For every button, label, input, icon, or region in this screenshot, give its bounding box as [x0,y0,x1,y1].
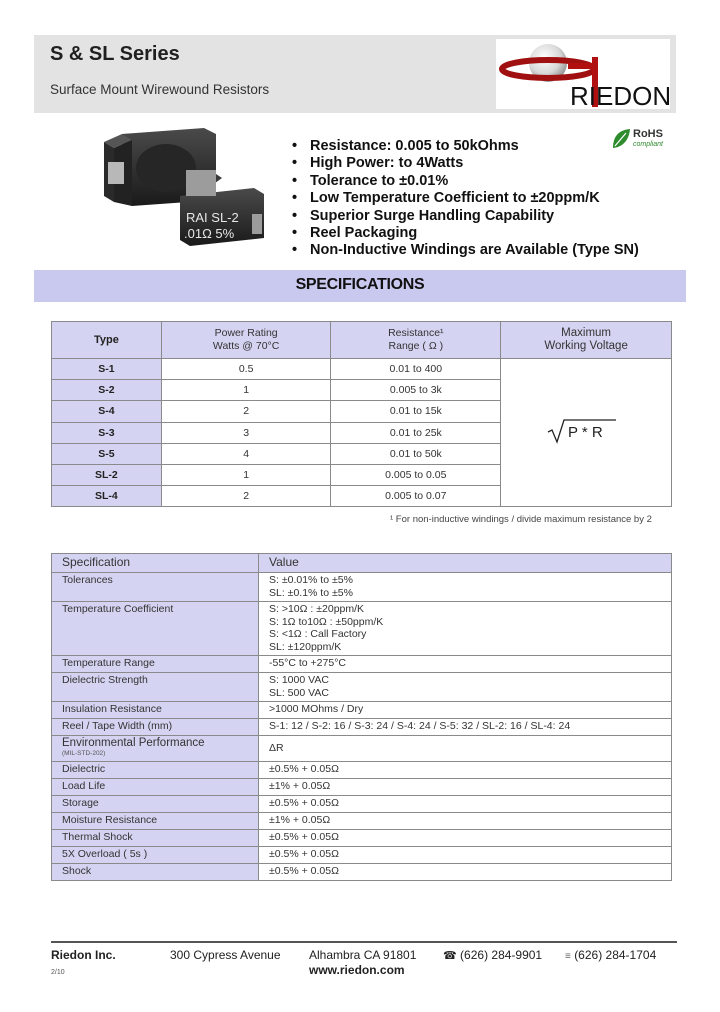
header-specification: Specification [52,554,259,573]
table-row: Temperature Range -55°C to +275°C [52,656,672,673]
feature-item: • Resistance: 0.005 to 50kOhms [292,138,639,155]
riedon-logo [496,39,670,109]
header-banner [34,35,676,113]
footer-company: Riedon Inc. [51,948,116,962]
page-title: S & SL Series [50,43,180,65]
voltage-formula: P * R [568,424,603,442]
table-row: 5X Overload ( 5s ) ±0.5% + 0.05Ω [52,847,672,864]
table-row: Temperature Coefficient S: >10Ω : ±20ppm/K S: 1Ω to10Ω : ±50ppm/K S: <1Ω : Call Factory SL: ±120ppm/K [52,602,672,656]
footer-website-link[interactable]: www.riedon.com [309,963,405,977]
footnote: ¹ For non-inductive windings / divide maximum resistance by 2 [390,514,652,525]
table-row: Tolerances S: ±0.01% to ±5% SL: ±0.1% to ±5% [52,573,672,602]
square-root-icon [546,418,626,444]
table-row: Dielectric ±0.5% + 0.05Ω [52,762,672,779]
specification-table [51,553,672,881]
type-rating-table [51,321,672,507]
rohs-label: RoHS [633,128,663,140]
header-power: Power Rating Watts @ 70°C [161,322,331,359]
table-row: S-3 3 0.01 to 25k [52,422,672,443]
voltage-formula-cell [501,359,672,507]
section-title: SPECIFICATIONS [295,276,425,293]
table-row: S-1 0.5 0.01 to 400 P * R [52,359,672,380]
footer-phone: ☎ (626) 284-9901 [443,948,543,962]
feature-item: • Superior Surge Handling Capability [292,208,639,225]
header-voltage: Maximum Working Voltage [501,322,672,359]
feature-item: • Non-Inductive Windings are Available (Type SN) [292,242,639,259]
table-row: SL-4 2 0.005 to 0.07 [52,486,672,507]
table-row: S-4 2 0.01 to 15k [52,401,672,422]
table-row: Environmental Performance (MIL-STD-202) ΔR [52,736,672,762]
footer-fax: ≡ (626) 284-1704 [565,948,657,962]
page-subtitle: Surface Mount Wirewound Resistors [50,82,270,97]
table-row: Dielectric Strength S: 1000 VAC SL: 500 VAC [52,673,672,702]
specifications-band [34,270,686,302]
table-row: Load Life ±1% + 0.05Ω [52,779,672,796]
phone-icon: ☎ [443,950,457,962]
leaf-icon [611,128,631,150]
logo-wordmark: RIEDON [570,81,672,111]
fax-icon: ≡ [565,951,571,962]
table-row: SL-2 1 0.005 to 0.05 [52,464,672,485]
header-value: Value [259,554,672,573]
feature-item: • Low Temperature Coefficient to ±20ppm/K [292,190,639,207]
footer-date-code: 2/10 [51,969,65,976]
rohs-badge [611,126,675,152]
resistor-marking-line2: .01Ω 5% [184,226,235,241]
table-row: Storage ±0.5% + 0.05Ω [52,796,672,813]
footer-address: 300 Cypress Avenue [170,948,281,962]
header-range: Resistance¹ Range ( Ω ) [331,322,501,359]
feature-list [292,138,639,260]
table-row: S-5 4 0.01 to 50k [52,443,672,464]
resistor-marking-line1: RAI SL-2 [186,210,239,225]
footer-city: Alhambra CA 91801 [309,948,417,962]
table-row: Thermal Shock ±0.5% + 0.05Ω [52,830,672,847]
table-row: S-2 1 0.005 to 3k [52,380,672,401]
feature-item: • Tolerance to ±0.01% [292,173,639,190]
footer-divider [51,941,677,943]
table-row: Shock ±0.5% + 0.05Ω [52,864,672,881]
table-row: Reel / Tape Width (mm) S-1: 12 / S-2: 16 / S-3: 24 / S-4: 24 / S-5: 32 / SL-2: 16 / SL-4: 24 [52,719,672,736]
header-type: Type [52,322,162,359]
table-row: Insulation Resistance >1000 MOhms / Dry [52,702,672,719]
table-row: Moisture Resistance ±1% + 0.05Ω [52,813,672,830]
feature-item: • Reel Packaging [292,225,639,242]
feature-item: • High Power: to 4Watts [292,155,639,172]
resistor-product-image [104,126,274,250]
rohs-sub: compliant [633,141,663,148]
